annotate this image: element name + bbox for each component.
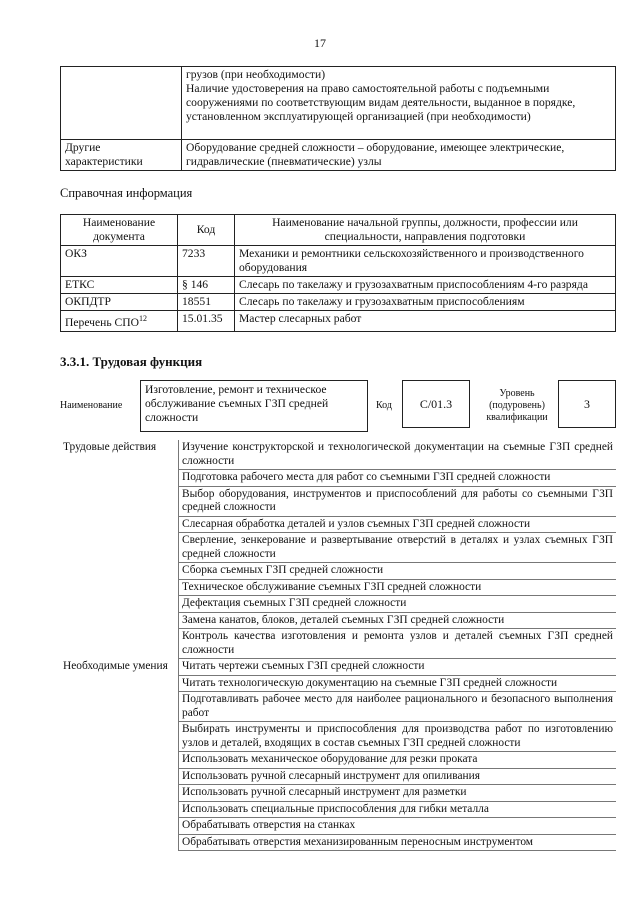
requirements-table bbox=[60, 66, 616, 171]
table-row bbox=[60, 659, 616, 676]
action-item: Сверление, зенкерование и развертывание отверстий в деталях и узлах съемных ГЗП средней сложности bbox=[179, 533, 617, 563]
skill-item: Обрабатывать отверстия на станках bbox=[179, 818, 617, 835]
cell-code: § 146 bbox=[178, 277, 235, 294]
row-text: Оборудование средней сложности – оборудование, имеющее электрические, гидравлические (пневматические) узлы bbox=[182, 140, 616, 171]
action-item: Дефектация съемных ГЗП средней сложности bbox=[179, 596, 617, 613]
action-item: Контроль качества изготовления и ремонта узлов и деталей съемных ГЗП средней сложности bbox=[179, 629, 617, 659]
page-number: 17 bbox=[314, 36, 326, 50]
cell-code: 15.01.35 bbox=[178, 311, 235, 332]
cell-name: Мастер слесарных работ bbox=[235, 311, 616, 332]
function-code: C/01.3 bbox=[402, 380, 470, 428]
cell-name: Слесарь по такелажу и грузозахватным приспособлениям 4-го разряда bbox=[235, 277, 616, 294]
actions-label: Трудовые действия bbox=[60, 440, 179, 659]
function-details-table bbox=[60, 440, 616, 851]
name-label: Наименование bbox=[60, 400, 123, 411]
skill-item: Обрабатывать отверстия механизированным переносным инструментом bbox=[179, 834, 617, 851]
table-header-row bbox=[61, 215, 616, 246]
cell-doc: ОКЗ bbox=[61, 246, 178, 277]
cell-name: Механики и ремонтники сельскохозяйственного и производственного оборудования bbox=[235, 246, 616, 277]
table-row bbox=[61, 140, 616, 171]
code-label: Код bbox=[376, 400, 392, 411]
header-name: Наименование начальной группы, должности, профессии или специальности, направления подготовки bbox=[235, 215, 616, 246]
skill-item: Использовать ручной слесарный инструмент для опиливания bbox=[179, 768, 617, 785]
header-code: Код bbox=[178, 215, 235, 246]
skill-item: Выбирать инструменты и приспособления для производства работ по изготовлению узлов и деталей, входящих в состав съемных ГЗП средней сложности bbox=[179, 722, 617, 752]
action-item: Сборка съемных ГЗП средней сложности bbox=[179, 563, 617, 580]
level-label: Уровень (подуровень) квалификации bbox=[486, 388, 548, 423]
skill-item: Читать технологическую документацию на съемные ГЗП средней сложности bbox=[179, 675, 617, 692]
cell-doc: ОКПДТР bbox=[61, 294, 178, 311]
skill-item: Использовать механическое оборудование для резки проката bbox=[179, 752, 617, 769]
action-item: Подготовка рабочего места для работ со съемными ГЗП средней сложности bbox=[179, 470, 617, 487]
row-text: грузов (при необходимости) Наличие удостоверения на право самостоятельной работы с подъемными сооружениями по соответствующим видам деятельности, выданное в порядке, установленном эксплуатирующей организацией (при необходимости) bbox=[182, 67, 616, 140]
table-row bbox=[61, 277, 616, 294]
action-item: Изучение конструкторской и технологической документации на съемные ГЗП средней сложности bbox=[179, 440, 617, 470]
skill-item: Использовать ручной слесарный инструмент для разметки bbox=[179, 785, 617, 802]
action-item: Техническое обслуживание съемных ГЗП средней сложности bbox=[179, 579, 617, 596]
cell-doc: ЕТКС bbox=[61, 277, 178, 294]
row-label: Другие характеристики bbox=[61, 140, 182, 171]
table-row bbox=[61, 311, 616, 332]
action-item: Выбор оборудования, инструментов и приспособлений для работы со съемными ГЗП средней сложности bbox=[179, 486, 617, 516]
table-row bbox=[61, 246, 616, 277]
skill-item: Использовать специальные приспособления для гибки металла bbox=[179, 801, 617, 818]
skill-item: Подготавливать рабочее место для наиболее рационального и безопасного выполнения работ bbox=[179, 692, 617, 722]
level-value: 3 bbox=[558, 380, 616, 428]
table-row bbox=[61, 67, 616, 140]
reference-table bbox=[60, 214, 616, 332]
function-name: Изготовление, ремонт и техническое обслуживание съемных ГЗП средней сложности bbox=[140, 380, 368, 432]
cell-code: 18551 bbox=[178, 294, 235, 311]
action-item: Слесарная обработка деталей и узлов съемных ГЗП средней сложности bbox=[179, 516, 617, 533]
cell-code: 7233 bbox=[178, 246, 235, 277]
skills-label: Необходимые умения bbox=[60, 659, 179, 851]
cell-doc bbox=[61, 311, 178, 332]
skill-item: Читать чертежи съемных ГЗП средней сложности bbox=[179, 659, 617, 676]
action-item: Замена канатов, блоков, деталей съемных ГЗП средней сложности bbox=[179, 612, 617, 629]
header-doc: Наименование документа bbox=[61, 215, 178, 246]
doc-label: Перечень СПО bbox=[65, 315, 140, 329]
footnote-mark: 12 bbox=[139, 314, 148, 323]
reference-title: Справочная информация bbox=[60, 186, 193, 200]
table-row bbox=[61, 294, 616, 311]
cell-name: Слесарь по такелажу и грузозахватным приспособлениям bbox=[235, 294, 616, 311]
table-row bbox=[60, 440, 616, 470]
row-label bbox=[61, 67, 182, 140]
function-heading: 3.3.1. Трудовая функция bbox=[60, 354, 203, 369]
